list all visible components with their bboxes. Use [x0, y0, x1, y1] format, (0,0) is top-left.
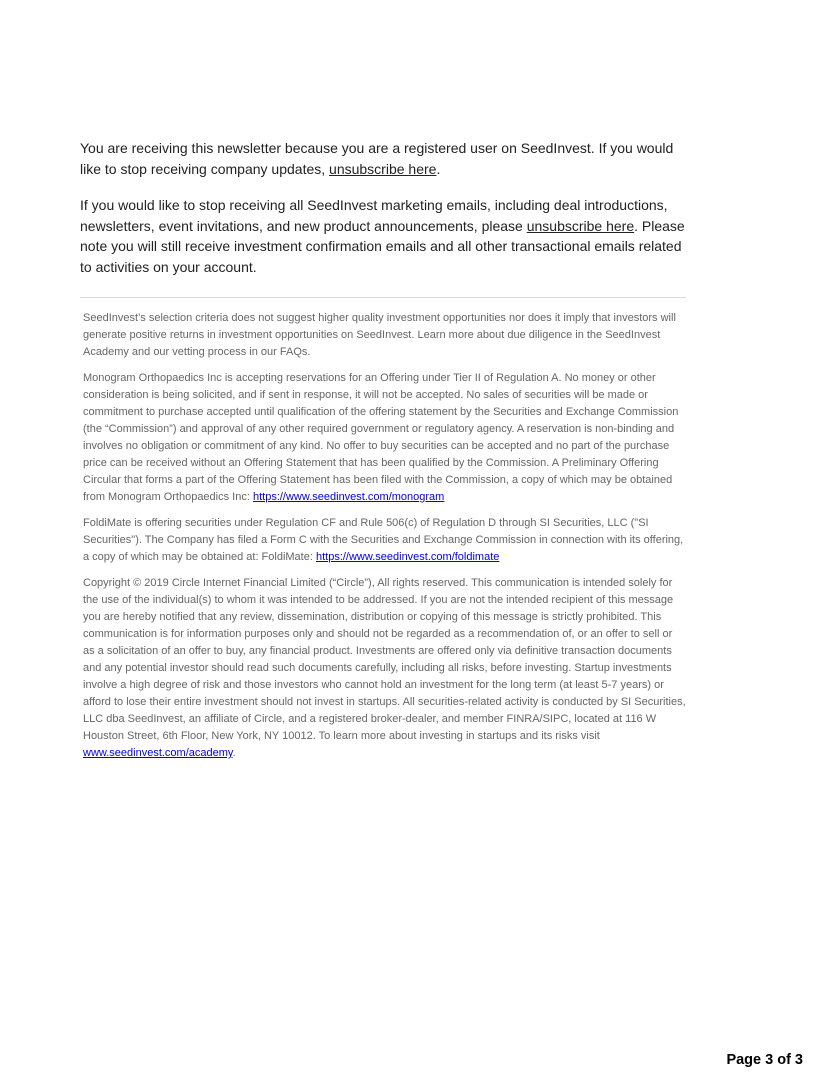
unsubscribe-marketing-link[interactable]: unsubscribe here: [526, 217, 635, 234]
marketing-unsubscribe-paragraph: [80, 195, 686, 277]
copyright-disclaimer-end: .: [232, 747, 236, 759]
monogram-offering-link[interactable]: https://www.seedinvest.com/monogram: [252, 491, 445, 503]
unsubscribe-company-updates-link[interactable]: unsubscribe here: [329, 160, 437, 177]
copyright-disclaimer: [83, 575, 686, 762]
disclaimers-section: [80, 310, 686, 762]
page-number: Page 3 of 3: [726, 1052, 803, 1068]
newsletter-notice-paragraph: [80, 138, 686, 179]
academy-link[interactable]: www.seedinvest.com/academy: [83, 747, 233, 759]
newsletter-section: [80, 138, 686, 277]
email-content: [80, 138, 686, 771]
marketing-unsubscribe-text: If you would like to stop receiving all SeedInvest marketing emails, including deal introductions, newsletters, event invitations, and new product announcements, please: [80, 197, 668, 234]
section-divider: [80, 297, 686, 298]
marketing-unsubscribe-end: . Please note you will still receive investment confirmation emails and all other transactional emails related to activities on your account.: [80, 217, 685, 275]
newsletter-notice-end: .: [436, 160, 441, 177]
foldimate-offering-link[interactable]: https://www.seedinvest.com/foldimate: [315, 551, 500, 563]
foldimate-disclaimer: [83, 515, 686, 566]
monogram-disclaimer-text: Monogram Orthopaedics Inc is accepting reservations for an Offering under Tier II of Regulation A. No money or other consideration is being solicited, and if sent in response, it will not be accepted. No sales of securities will be made or commitment to purchase accepted until qualification of the offering statement by the Securities and Exchange Commission (the “Commission”) and approval of any other required government or regulatory agency. A reservation is non-binding and involves no obligation or commitment of any kind. No offer to buy securities can be accepted and no part of the purchase price can be received without an Offering Statement that has been qualified by the Commission. A Preliminary Offering Circular that forms a part of the Offering Statement has been filed with the Commission, a copy of which may be obtained from Monogram Orthopaedics Inc:: [83, 372, 679, 503]
copyright-disclaimer-text: Copyright © 2019 Circle Internet Financial Limited (“Circle”), All rights reserved. This communication is intended solely for the use of the individual(s) to whom it was intended to be addressed. If you are not the intended recipient of this message you are hereby notified that any review, dissemination, distribution or copying of this message is strictly prohibited. This communication is for information purposes only and should not be regarded as a recommendation of, or an offer to sell or as a solicitation of an offer to buy, any financial product. Investments are offered only via definitive transaction documents and any potential investor should read such documents carefully, including all risks, before investing. Startup investments involve a high degree of risk and those investors who cannot hold an investment for the long term (at least 5-7 years) or afford to lose their entire investment should not invest in startups. All securities-related activity is conducted by SI Securities, LLC dba SeedInvest, an affiliate of Circle, and a registered broker-dealer, and member FINRA/SIPC, located at 116 W Houston Street, 6th Floor, New York, NY 10012. To learn more about investing in startups and its risks visit: [83, 577, 686, 742]
monogram-disclaimer: [83, 370, 686, 506]
foldimate-disclaimer-text: FoldiMate is offering securities under Regulation CF and Rule 506(c) of Regulation D through SI Securities, LLC ("SI Securities"). The Company has filed a Form C with the Securities and Exchange Commission in connection with its offering, a copy of which may be obtained at: FoldiMate:: [83, 517, 684, 563]
newsletter-notice-text: You are receiving this newsletter because you are a registered user on SeedInvest. If you would like to stop receiving company updates,: [80, 140, 674, 177]
selection-criteria-disclaimer: SeedInvest’s selection criteria does not suggest higher quality investment opportunities nor does it imply that investors will generate positive returns in investment opportunities on SeedInvest. Learn more about due diligence in the SeedInvest Academy and our vetting process in our FAQs.: [83, 312, 676, 358]
